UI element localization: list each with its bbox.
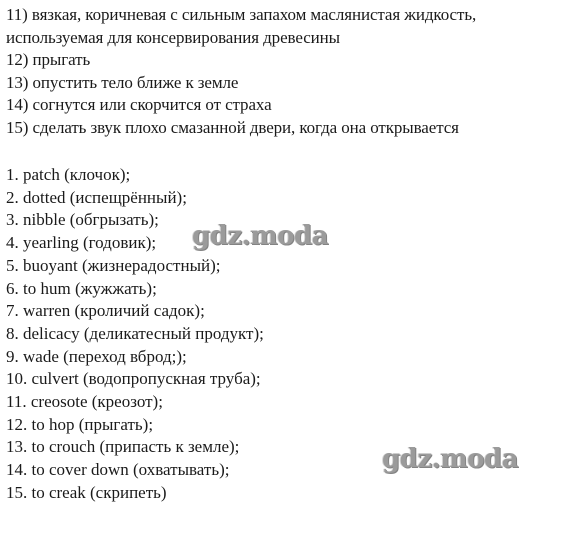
definition-line: 14) согнутся или скорчится от страха	[6, 95, 272, 115]
answer-item: 9. wade (переход вброд;);	[6, 346, 187, 366]
answer-item: 14. to cover down (охватывать);	[6, 460, 230, 480]
definition-line: 12) прыгать	[6, 50, 91, 70]
answer-item: 4. yearling (годовик);	[6, 233, 157, 253]
definition-line: используемая для консервирования древесины	[6, 27, 340, 47]
answer-item: 3. nibble (обгрызать);	[6, 210, 159, 230]
answer-item: 7. warren (кроличий садок);	[6, 301, 205, 321]
answer-item: 13. to crouch (припасть к земле);	[6, 437, 240, 457]
answer-item: 8. delicacy (деликатесный продукт);	[6, 323, 264, 343]
definitions-block	[6, 4, 566, 140]
watermark: gdz.moda	[382, 444, 519, 474]
answer-item: 12. to hop (прыгать);	[6, 414, 154, 434]
watermark: gdz.moda	[192, 221, 329, 251]
answer-item: 15. to creak (скрипеть)	[6, 482, 167, 502]
definition-line: 11) вязкая, коричневая с сильным запахом маслянистая жидкость,	[6, 5, 477, 24]
answer-item: 6. to hum (жужжать);	[6, 278, 157, 298]
answer-item: 5. buoyant (жизнерадостный);	[6, 255, 221, 275]
answer-item: 2. dotted (испещрённый);	[6, 187, 187, 207]
definition-line: 13) опустить тело ближе к земле	[6, 72, 239, 92]
answer-item: 11. creosote (креозот);	[6, 392, 163, 412]
definition-line: 15) сделать звук плохо смазанной двери, когда она открывается	[6, 117, 459, 137]
answer-item: 1. patch (клочок);	[6, 165, 131, 184]
answer-item: 10. culvert (водопропускная труба);	[6, 369, 261, 389]
